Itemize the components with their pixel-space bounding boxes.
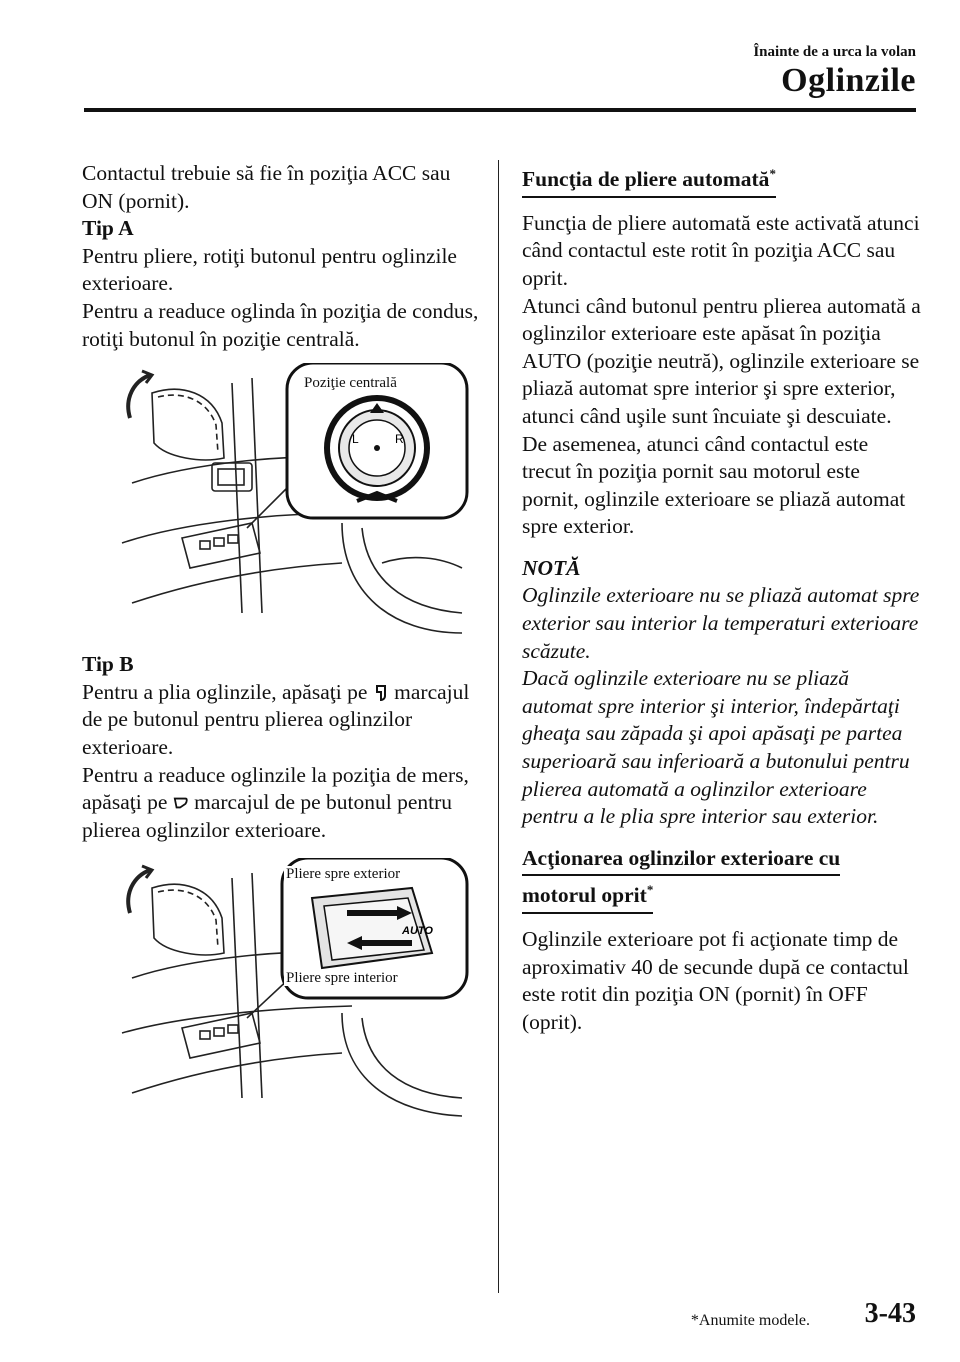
- footnote-star: *: [646, 882, 654, 898]
- paragraph: Oglinzile exterioare pot fi acţionate timp de aproximativ 40 de secunde după ce contactul este rotit din poziţia ON (pornit) în OFF (oprit).: [522, 927, 909, 1034]
- note-paragraph: Dacă oglinzile exterioare nu se pliază automat spre interior şi interior, îndepărtaţi gheaţa sau zăpada şi apoi apăsaţi pe partea superioară sau inferioară a butonului pentru plierea automată a oglinzilor exterioare pentru a le plia spre interior sau exterior.: [522, 666, 910, 829]
- paragraph: Contactul trebuie să fie în poziţia ACC sau ON (pornit).: [82, 161, 451, 213]
- section-heading-auto-fold: [522, 160, 776, 198]
- figure-tip-b-drawing: [112, 858, 472, 1118]
- text-span: marcajul de pe butonul pentru plierea oglinzilor exterioare.: [82, 790, 453, 842]
- column-divider: [498, 160, 499, 1293]
- paragraph: Funcţia de pliere automată este activată atunci când contactul este rotit în poziţia ACC sau oprit.: [522, 210, 920, 290]
- text-span: Pentru a plia oglinzile, apăsaţi pe: [82, 679, 368, 704]
- subheading-tip-a: Tip A: [82, 216, 134, 241]
- fig1-R: R: [395, 432, 404, 447]
- figure-tip-a-drawing: [112, 363, 472, 643]
- page-title: Oglinzile: [781, 62, 916, 99]
- fig2-auto: AUTO: [402, 925, 433, 938]
- header-rule: [84, 108, 916, 112]
- mirror-unfold-icon: [173, 794, 189, 812]
- left-column: [82, 160, 482, 1126]
- text-span: marcajul de pe butonul pentru plierea oglinzilor exterioare.: [82, 679, 470, 759]
- footnote: *Anumite modele.: [690, 1312, 810, 1329]
- paragraph: Atunci când butonul pentru plierea automată a oglinzilor exterioare este apăsat în poziţia AUTO (poziţie neutră), oglinzile exterioare se pliază automat spre interior şi spre exterior, atunci când uşile sunt încuiate şi descuiate.: [522, 293, 921, 428]
- paragraph: Pentru a readuce oglinda în poziţia de condus, rotiţi butonul în poziţie centrală.: [82, 298, 479, 351]
- paragraph: Pentru pliere, rotiţi butonul pentru oglinzile exterioare.: [82, 243, 457, 296]
- note-title: NOTĂ: [522, 555, 581, 580]
- text-span: Pentru a readuce oglinzile la poziţia de mers, apăsaţi pe: [82, 762, 469, 815]
- paragraph: [82, 679, 482, 762]
- figure-tip-b: [112, 858, 472, 1118]
- paragraph: De asemenea, atunci când contactul este trecut în poziţia pornit sau motorul este pornit, oglinzile exterioare se pliază automat spre exterior.: [522, 431, 906, 539]
- heading-text: Funcţia de pliere automată: [522, 167, 770, 192]
- note-paragraph: Oglinzile exterioare nu se pliază automat spre exterior sau interior la temperaturi exterioare scăzute.: [522, 583, 920, 663]
- fig1-label: Poziţie centrală: [304, 375, 397, 392]
- mirror-fold-icon: [373, 684, 389, 702]
- figure-tip-a: [112, 363, 472, 643]
- section-heading-engine-off: [522, 845, 922, 914]
- fig2-label-bottom: Pliere spre interior: [286, 970, 398, 987]
- page-number: 3-43: [864, 1298, 916, 1329]
- fig1-L: L: [352, 432, 359, 447]
- subheading-tip-b: Tip B: [82, 652, 134, 677]
- heading-text: Acţionarea oglinzilor exterioare cu: [522, 845, 840, 877]
- right-column: [522, 160, 922, 1037]
- header-section: Înainte de a urca la volan: [753, 44, 916, 60]
- fig2-label-top: Pliere spre exterior: [286, 866, 401, 883]
- paragraph: [82, 762, 482, 845]
- heading-text: motorul oprit: [522, 883, 647, 908]
- footnote-star: *: [769, 166, 776, 181]
